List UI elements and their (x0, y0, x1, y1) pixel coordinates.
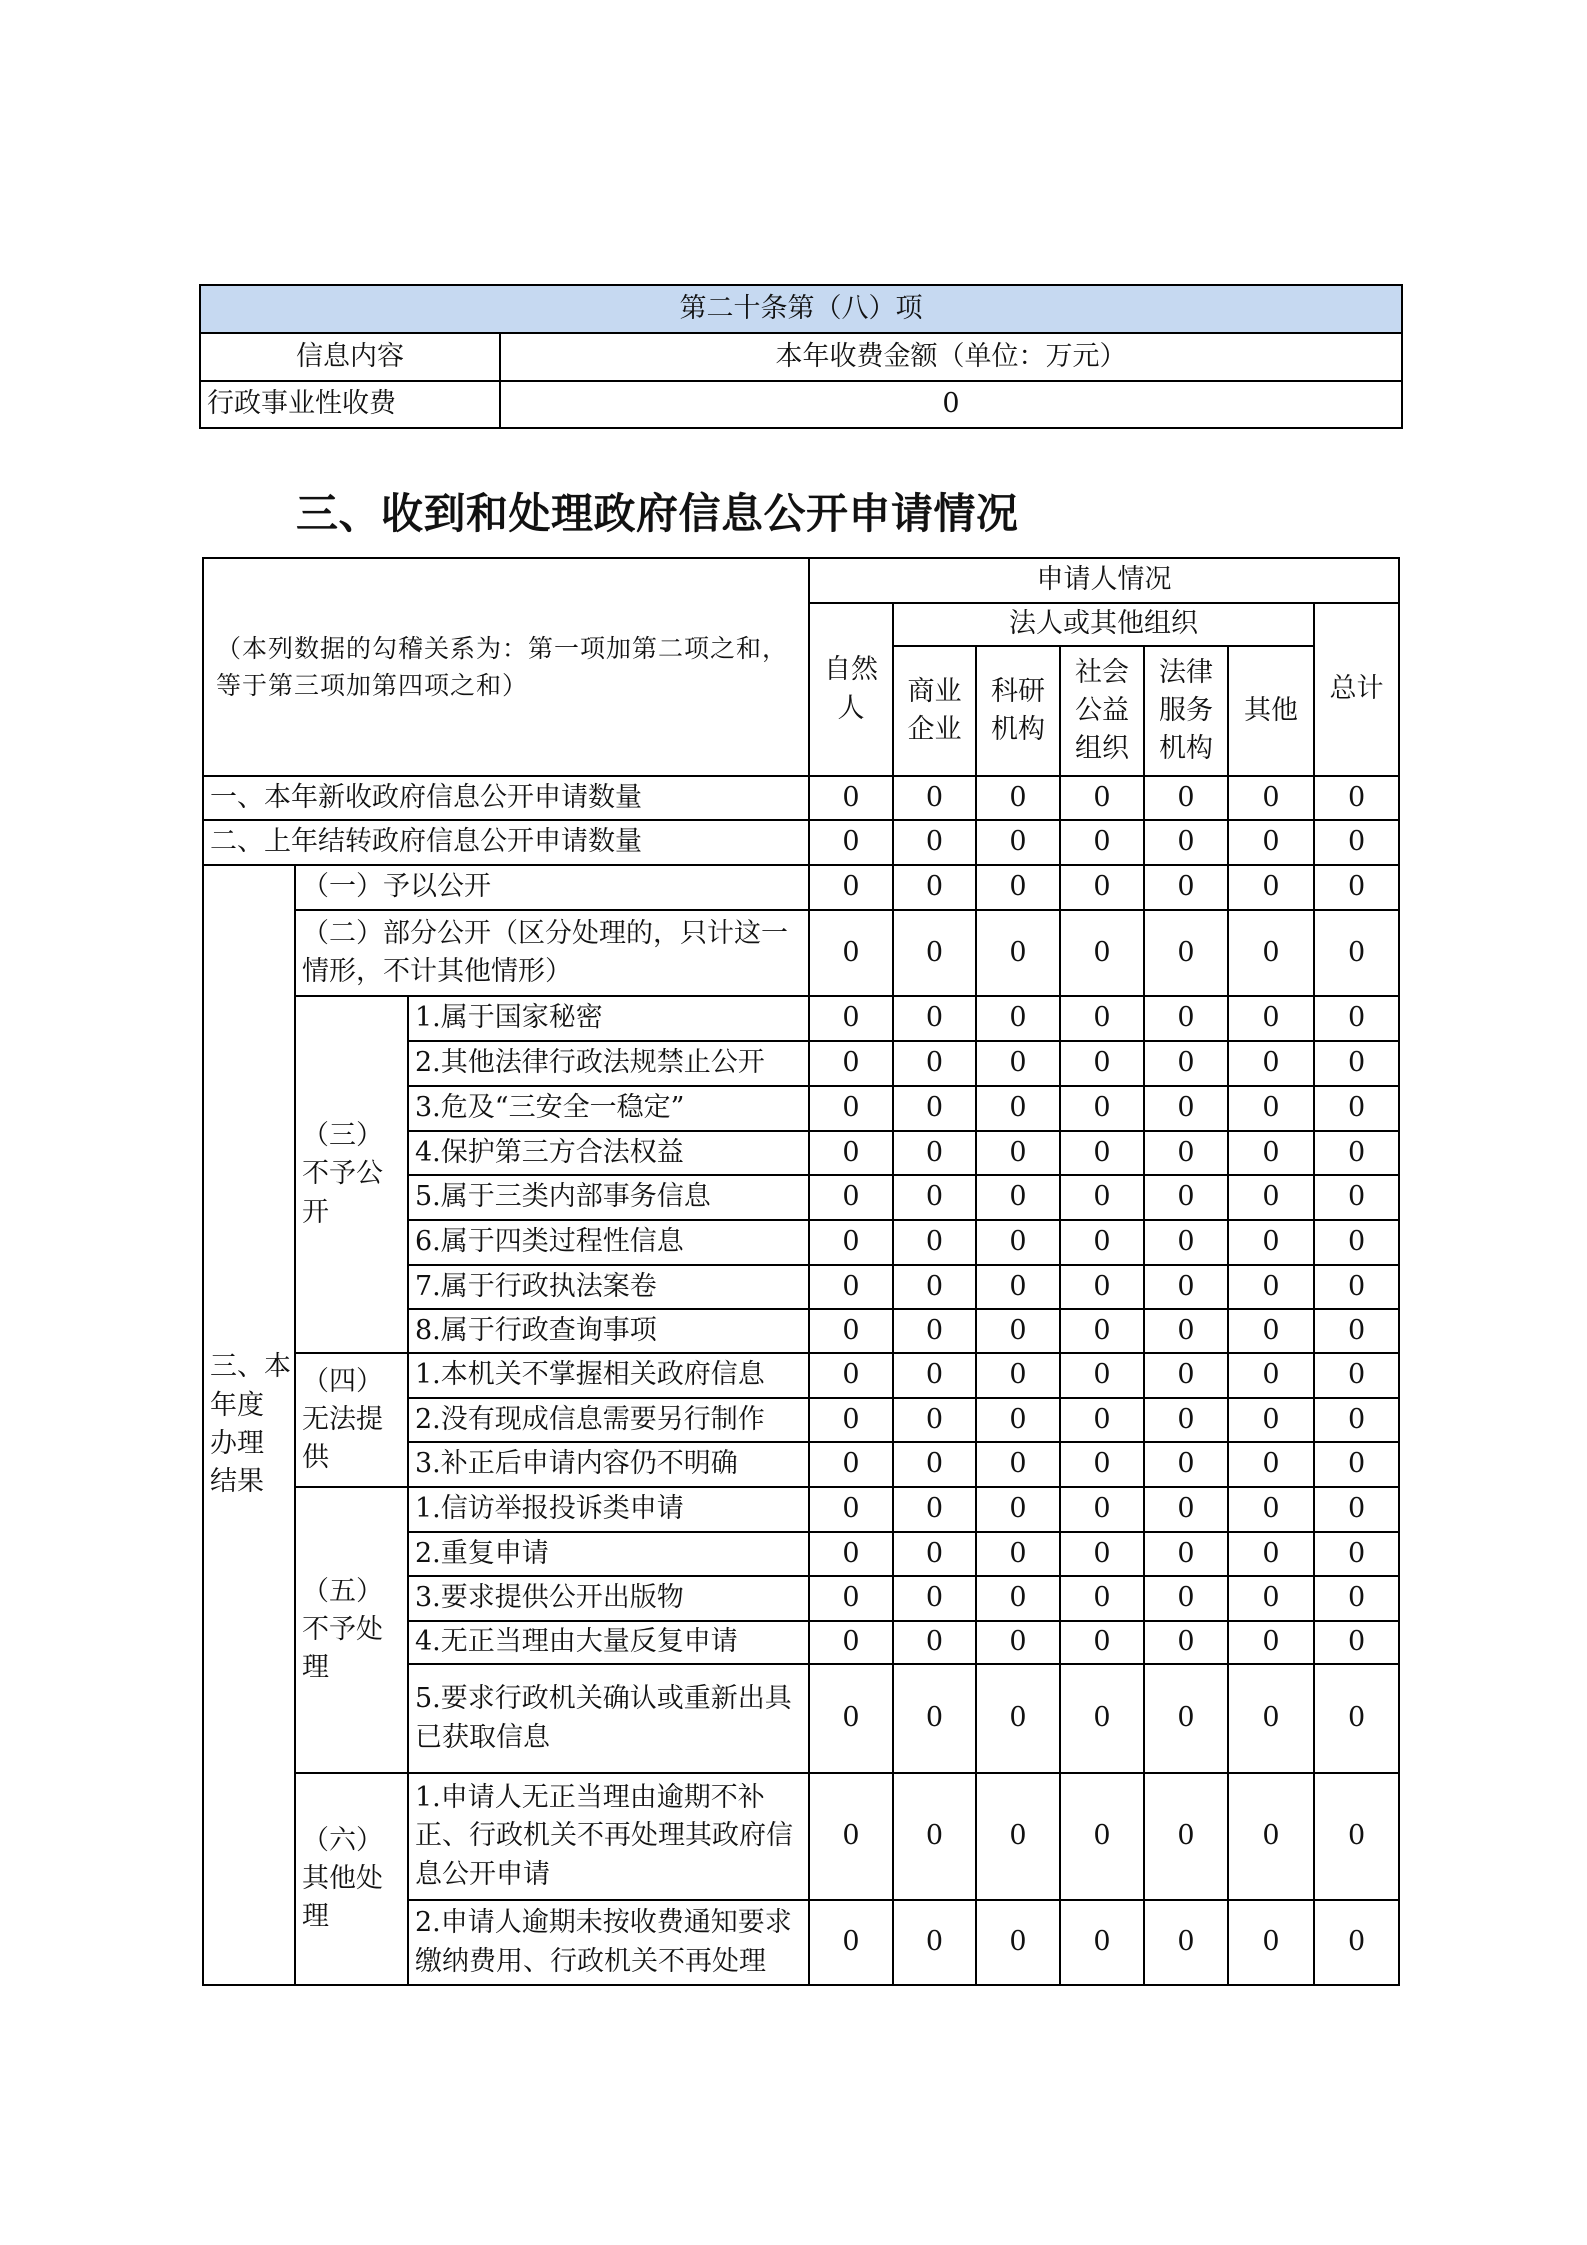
count-cell: 0 (1228, 910, 1314, 996)
count-cell: 0 (1228, 1086, 1314, 1131)
count-cell: 0 (1060, 1621, 1144, 1664)
legal-col-header: 社会公益组织 (1060, 646, 1144, 776)
count-cell: 0 (1314, 1086, 1399, 1131)
count-cell: 0 (809, 1041, 893, 1086)
count-cell: 0 (1144, 1175, 1228, 1220)
count-cell: 0 (1228, 1131, 1314, 1175)
row-label: 2.重复申请 (408, 1532, 809, 1576)
count-cell: 0 (1144, 1398, 1228, 1442)
count-cell: 0 (1060, 1664, 1144, 1773)
count-cell: 0 (1060, 1086, 1144, 1131)
count-cell: 0 (1314, 1621, 1399, 1664)
count-cell: 0 (1228, 996, 1314, 1041)
count-cell: 0 (1060, 1265, 1144, 1309)
header-row (203, 558, 1399, 603)
count-cell: 0 (893, 1773, 976, 1900)
count-cell: 0 (976, 996, 1060, 1041)
count-cell: 0 (1314, 996, 1399, 1041)
count-cell: 0 (1228, 1265, 1314, 1309)
count-cell: 0 (976, 1576, 1060, 1621)
count-cell: 0 (893, 1265, 976, 1309)
legal-col-header: 科研机构 (976, 646, 1060, 776)
count-cell: 0 (1144, 1487, 1228, 1532)
count-cell: 0 (1314, 1576, 1399, 1621)
count-cell: 0 (809, 1398, 893, 1442)
count-cell: 0 (976, 1773, 1060, 1900)
row-label: （一）予以公开 (295, 865, 809, 910)
count-cell: 0 (1144, 1576, 1228, 1621)
count-cell: 0 (1228, 1900, 1314, 1985)
row-label: 3.要求提供公开出版物 (408, 1576, 809, 1621)
count-cell: 0 (893, 1309, 976, 1353)
count-cell: 0 (976, 1442, 1060, 1487)
count-cell: 0 (1060, 1487, 1144, 1532)
count-cell: 0 (1314, 1175, 1399, 1220)
count-cell: 0 (1060, 1576, 1144, 1621)
count-cell: 0 (1314, 776, 1399, 820)
row-label: 2.其他法律行政法规禁止公开 (408, 1041, 809, 1086)
count-cell: 0 (976, 1664, 1060, 1773)
count-cell: 0 (809, 1086, 893, 1131)
count-cell: 0 (1060, 820, 1144, 865)
count-cell: 0 (809, 1265, 893, 1309)
count-cell: 0 (1060, 1175, 1144, 1220)
count-cell: 0 (976, 1900, 1060, 1985)
count-cell: 0 (809, 996, 893, 1041)
count-cell: 0 (809, 1353, 893, 1398)
count-cell: 0 (893, 820, 976, 865)
row-label: 8.属于行政查询事项 (408, 1309, 809, 1353)
total-header: 总计 (1314, 603, 1399, 776)
row-label: 1.本机关不掌握相关政府信息 (408, 1353, 809, 1398)
count-cell: 0 (1060, 1220, 1144, 1265)
count-cell: 0 (893, 1442, 976, 1487)
count-cell: 0 (1314, 820, 1399, 865)
row-label: 1.属于国家秘密 (408, 996, 809, 1041)
row-label: 5.属于三类内部事务信息 (408, 1175, 809, 1220)
count-cell: 0 (1144, 1773, 1228, 1900)
count-cell: 0 (809, 1175, 893, 1220)
count-cell: 0 (893, 1532, 976, 1576)
count-cell: 0 (1314, 1398, 1399, 1442)
row-label: 2.没有现成信息需要另行制作 (408, 1398, 809, 1442)
count-cell: 0 (893, 910, 976, 996)
count-cell: 0 (1144, 1309, 1228, 1353)
count-cell: 0 (893, 996, 976, 1041)
fee-item-value: 0 (500, 381, 1402, 428)
count-cell: 0 (1144, 996, 1228, 1041)
count-cell: 0 (1228, 1175, 1314, 1220)
count-cell: 0 (809, 776, 893, 820)
count-cell: 0 (893, 1621, 976, 1664)
count-cell: 0 (976, 1220, 1060, 1265)
fee-table-row (200, 381, 1402, 428)
count-cell: 0 (976, 1175, 1060, 1220)
count-cell: 0 (1314, 1220, 1399, 1265)
count-cell: 0 (893, 1131, 976, 1175)
count-cell: 0 (809, 1576, 893, 1621)
legal-col-header: 商业企业 (893, 646, 976, 776)
count-cell: 0 (893, 1900, 976, 1985)
count-cell: 0 (976, 1621, 1060, 1664)
count-cell: 0 (1144, 820, 1228, 865)
count-cell: 0 (1060, 776, 1144, 820)
row-label: 1.申请人无正当理由逾期不补正、行政机关不再处理其政府信息公开申请 (408, 1773, 809, 1900)
count-cell: 0 (893, 865, 976, 910)
row-label: 4.保护第三方合法权益 (408, 1131, 809, 1175)
count-cell: 0 (1228, 1664, 1314, 1773)
applicant-header: 申请人情况 (809, 558, 1399, 603)
subgroup-label: （四） 无法提 供 (295, 1353, 408, 1487)
row-label: 二、上年结转政府信息公开申请数量 (203, 820, 809, 865)
application-stats-table (202, 557, 1400, 1986)
section-heading: 三、收到和处理政府信息公开申请情况 (296, 489, 1019, 538)
table-row (203, 910, 1399, 996)
fee-amount-header: 本年收费金额（单位：万元） (500, 333, 1402, 381)
count-cell: 0 (893, 1041, 976, 1086)
count-cell: 0 (1060, 1309, 1144, 1353)
fee-table (199, 284, 1403, 429)
count-cell: 0 (976, 1398, 1060, 1442)
count-cell: 0 (893, 1086, 976, 1131)
count-cell: 0 (976, 910, 1060, 996)
count-cell: 0 (893, 1220, 976, 1265)
count-cell: 0 (976, 820, 1060, 865)
count-cell: 0 (893, 1398, 976, 1442)
table-note: （本列数据的勾稽关系为：第一项加第二项之和，等于第三项加第四项之和） (203, 558, 809, 776)
count-cell: 0 (1228, 1532, 1314, 1576)
count-cell: 0 (1060, 865, 1144, 910)
count-cell: 0 (1228, 820, 1314, 865)
legal-col-header: 法律服务机构 (1144, 646, 1228, 776)
row-label: 3.补正后申请内容仍不明确 (408, 1442, 809, 1487)
count-cell: 0 (809, 1664, 893, 1773)
count-cell: 0 (809, 1532, 893, 1576)
count-cell: 0 (1144, 910, 1228, 996)
count-cell: 0 (809, 910, 893, 996)
count-cell: 0 (893, 1664, 976, 1773)
table-body (203, 776, 1399, 1985)
count-cell: 0 (1060, 1532, 1144, 1576)
count-cell: 0 (1228, 865, 1314, 910)
fee-table-header-row (200, 333, 1402, 381)
count-cell: 0 (1060, 1900, 1144, 1985)
table-row (203, 996, 1399, 1041)
count-cell: 0 (976, 1309, 1060, 1353)
count-cell: 0 (976, 1532, 1060, 1576)
count-cell: 0 (1228, 1220, 1314, 1265)
count-cell: 0 (976, 865, 1060, 910)
count-cell: 0 (1060, 1398, 1144, 1442)
count-cell: 0 (976, 1353, 1060, 1398)
count-cell: 0 (809, 865, 893, 910)
table-row (203, 1353, 1399, 1398)
count-cell: 0 (1144, 1220, 1228, 1265)
count-cell: 0 (1314, 1442, 1399, 1487)
count-cell: 0 (1314, 1131, 1399, 1175)
count-cell: 0 (1228, 1398, 1314, 1442)
count-cell: 0 (976, 1131, 1060, 1175)
count-cell: 0 (1228, 1442, 1314, 1487)
count-cell: 0 (1314, 1353, 1399, 1398)
legal-entity-header: 法人或其他组织 (893, 603, 1314, 646)
count-cell: 0 (809, 1773, 893, 1900)
count-cell: 0 (1144, 1353, 1228, 1398)
count-cell: 0 (1314, 865, 1399, 910)
legal-col-header: 其他 (1228, 646, 1314, 776)
table-row (203, 1773, 1399, 1900)
row-label: 3.危及“三安全一稳定” (408, 1086, 809, 1131)
row-label: 一、本年新收政府信息公开申请数量 (203, 776, 809, 820)
count-cell: 0 (1228, 1353, 1314, 1398)
count-cell: 0 (976, 1041, 1060, 1086)
count-cell: 0 (893, 1487, 976, 1532)
count-cell: 0 (809, 1309, 893, 1353)
count-cell: 0 (1060, 1353, 1144, 1398)
fee-table-title-row (200, 285, 1402, 333)
count-cell: 0 (809, 1220, 893, 1265)
count-cell: 0 (1314, 1900, 1399, 1985)
count-cell: 0 (809, 1621, 893, 1664)
count-cell: 0 (976, 776, 1060, 820)
count-cell: 0 (1144, 865, 1228, 910)
count-cell: 0 (809, 820, 893, 865)
count-cell: 0 (809, 1442, 893, 1487)
count-cell: 0 (1228, 776, 1314, 820)
count-cell: 0 (1144, 1086, 1228, 1131)
count-cell: 0 (1314, 910, 1399, 996)
count-cell: 0 (1314, 1532, 1399, 1576)
count-cell: 0 (1144, 1532, 1228, 1576)
count-cell: 0 (809, 1487, 893, 1532)
row-label: 6.属于四类过程性信息 (408, 1220, 809, 1265)
count-cell: 0 (1060, 910, 1144, 996)
count-cell: 0 (893, 1576, 976, 1621)
subgroup-label: （三） 不予公 开 (295, 996, 408, 1353)
count-cell: 0 (1314, 1773, 1399, 1900)
row-label: 7.属于行政执法案卷 (408, 1265, 809, 1309)
fee-item-label: 行政事业性收费 (200, 381, 500, 428)
count-cell: 0 (1060, 1131, 1144, 1175)
count-cell: 0 (1314, 1487, 1399, 1532)
count-cell: 0 (1228, 1576, 1314, 1621)
count-cell: 0 (1060, 1442, 1144, 1487)
count-cell: 0 (893, 1175, 976, 1220)
table-row (203, 776, 1399, 820)
table-row (203, 820, 1399, 865)
count-cell: 0 (1144, 1265, 1228, 1309)
count-cell: 0 (976, 1265, 1060, 1309)
subgroup-label: （六） 其他处 理 (295, 1773, 408, 1985)
count-cell: 0 (893, 776, 976, 820)
table-row (203, 865, 1399, 910)
count-cell: 0 (1314, 1265, 1399, 1309)
row-label: 2.申请人逾期未按收费通知要求缴纳费用、行政机关不再处理 (408, 1900, 809, 1985)
info-content-header: 信息内容 (200, 333, 500, 381)
count-cell: 0 (1060, 996, 1144, 1041)
count-cell: 0 (1060, 1041, 1144, 1086)
count-cell: 0 (1228, 1773, 1314, 1900)
row-label: 1.信访举报投诉类申请 (408, 1487, 809, 1532)
count-cell: 0 (893, 1353, 976, 1398)
subgroup-label: （五） 不予处 理 (295, 1487, 408, 1773)
count-cell: 0 (1144, 1131, 1228, 1175)
count-cell: 0 (1144, 776, 1228, 820)
count-cell: 0 (1144, 1900, 1228, 1985)
count-cell: 0 (1144, 1621, 1228, 1664)
count-cell: 0 (1314, 1041, 1399, 1086)
natural-person-header: 自然人 (809, 603, 893, 776)
count-cell: 0 (1228, 1309, 1314, 1353)
count-cell: 0 (1228, 1621, 1314, 1664)
count-cell: 0 (1228, 1487, 1314, 1532)
count-cell: 0 (1144, 1041, 1228, 1086)
table-row (203, 1487, 1399, 1532)
count-cell: 0 (1144, 1664, 1228, 1773)
count-cell: 0 (1314, 1664, 1399, 1773)
count-cell: 0 (976, 1487, 1060, 1532)
result-group-label: 三、本 年度 办理 结果 (203, 865, 295, 1985)
count-cell: 0 (809, 1131, 893, 1175)
count-cell: 0 (976, 1086, 1060, 1131)
count-cell: 0 (1060, 1773, 1144, 1900)
row-label: 5.要求行政机关确认或重新出具已获取信息 (408, 1664, 809, 1773)
count-cell: 0 (1314, 1309, 1399, 1353)
row-label: （二）部分公开（区分处理的，只计这一情形，不计其他情形） (295, 910, 809, 996)
count-cell: 0 (1144, 1442, 1228, 1487)
fee-table-title: 第二十条第（八）项 (200, 285, 1402, 333)
row-label: 4.无正当理由大量反复申请 (408, 1621, 809, 1664)
count-cell: 0 (1228, 1041, 1314, 1086)
count-cell: 0 (809, 1900, 893, 1985)
